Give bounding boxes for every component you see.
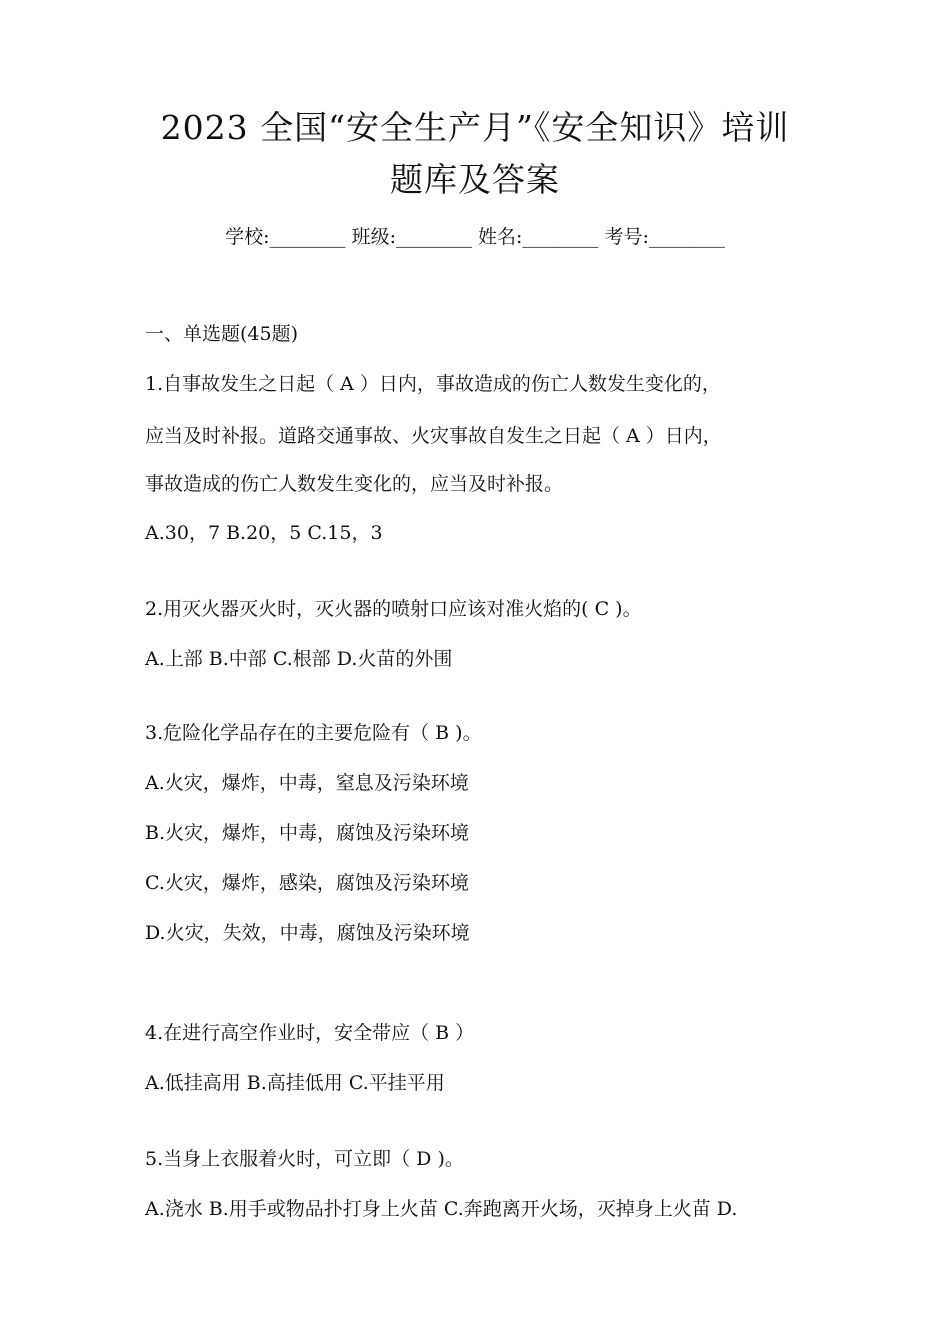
question-2-options: A.上部 B.中部 C.根部 D.火苗的外围 xyxy=(145,648,453,670)
document-title-line2: 题库及答案 xyxy=(390,160,560,199)
question-3-option-b: B.火灾，爆炸，中毒，腐蚀及污染环境 xyxy=(145,822,470,844)
question-1-line-3: 事故造成的伤亡人数发生变化的，应当及时补报。 xyxy=(145,473,564,495)
question-1-line-1: 1.自事故发生之日起（ A ）日内，事故造成的伤亡人数发生变化的， xyxy=(145,373,721,395)
question-4-options: A.低挂高用 B.高挂低用 C.平挂平用 xyxy=(145,1072,445,1094)
question-1-line-2: 应当及时补报。道路交通事故、火灾事故自发生之日起（ A ）日内， xyxy=(145,425,722,447)
question-4-text: 4.在进行高空作业时，安全带应（ B ） xyxy=(145,1022,475,1044)
question-3-option-d: D.火灾，失效，中毒，腐蚀及污染环境 xyxy=(145,922,470,944)
student-info-line: 学校:________ 班级:________ 姓名:________ 考号:________ xyxy=(225,226,725,248)
question-3-option-c: C.火灾，爆炸，感染，腐蚀及污染环境 xyxy=(145,872,469,894)
question-5-text: 5.当身上衣服着火时，可立即（ D )。 xyxy=(145,1148,464,1170)
question-5-options: A.浇水 B.用手或物品扑打身上火苗 C.奔跑离开火场，灭掉身上火苗 D. xyxy=(145,1198,738,1220)
document-title-line1: 2023 全国“安全生产月”《安全知识》培训 xyxy=(160,108,790,147)
question-3-text: 3.危险化学品存在的主要危险有（ B )。 xyxy=(145,722,482,744)
question-1-options: A.30，7 B.20，5 C.15，3 xyxy=(145,522,383,544)
question-2-text: 2.用灭火器灭火时，灭火器的喷射口应该对准火焰的( C )。 xyxy=(145,598,642,620)
section-heading: 一、单选题(45题) xyxy=(145,323,299,345)
question-3-option-a: A.火灾，爆炸，中毒，窒息及污染环境 xyxy=(145,772,469,794)
